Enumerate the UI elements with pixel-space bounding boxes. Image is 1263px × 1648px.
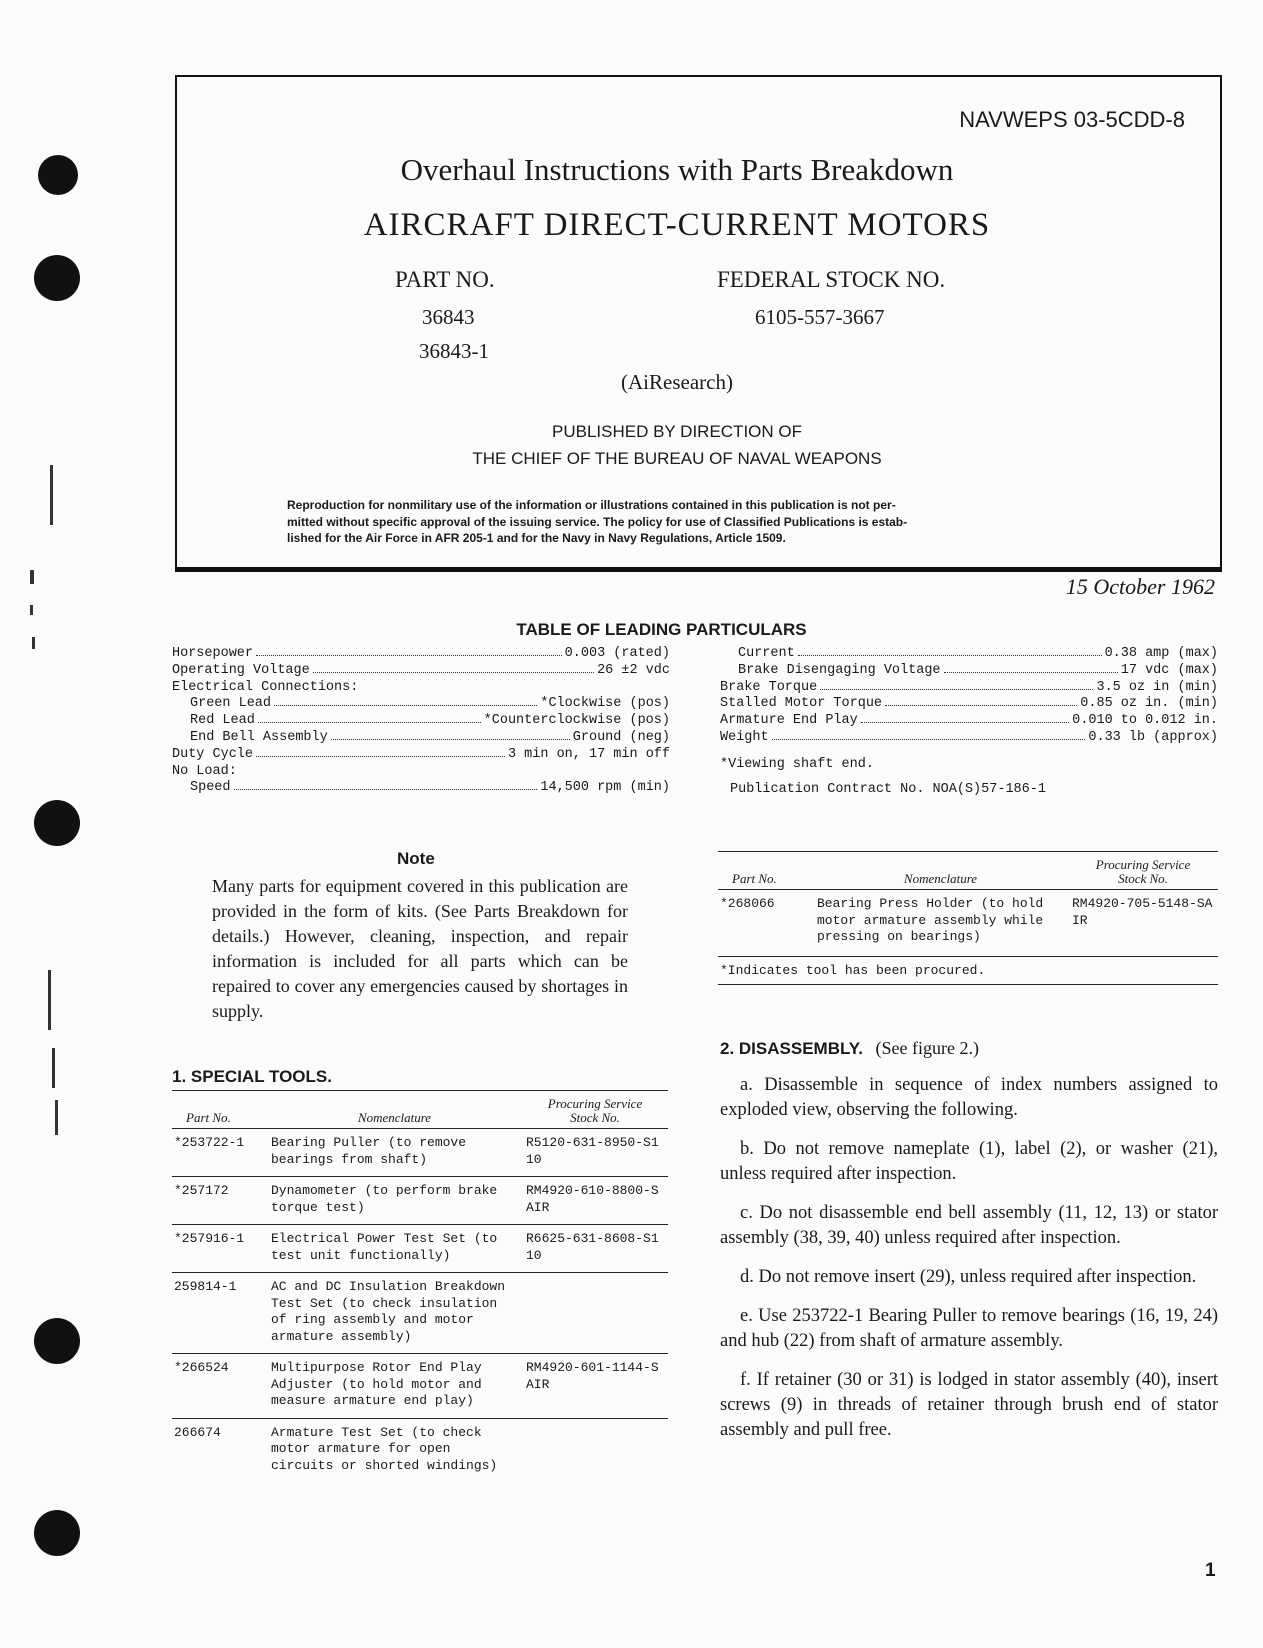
cell-nom: Dynamometer (to perform brake torque test) xyxy=(267,1177,522,1225)
particular-row xyxy=(172,713,670,730)
cell-nom: Bearing Press Holder (to hold motor armature assembly while pressing on bearings) xyxy=(817,896,1044,944)
col-stock-no: Procuring Service Stock No. xyxy=(1095,857,1191,886)
particular-value: 0.38 amp (max) xyxy=(1104,646,1218,661)
particular-label: No Load: xyxy=(172,763,237,779)
special-tools-heading: 1. SPECIAL TOOLS. xyxy=(172,1067,332,1086)
disassembly-heading: 2. DISASSEMBLY. (See figure 2.) xyxy=(720,1038,979,1058)
particular-value: 3.5 oz in (min) xyxy=(1096,679,1218,695)
particular-label: Duty Cycle xyxy=(172,746,254,762)
particular-row xyxy=(720,646,1218,663)
cell-stock: RM4920-610-8800-SAIR xyxy=(522,1177,668,1225)
col-part-no: Part No. xyxy=(732,871,777,886)
cell-stock xyxy=(522,1418,668,1482)
margin-mark xyxy=(55,1100,58,1135)
cover-box xyxy=(175,75,1222,572)
particular-label: Brake Torque xyxy=(720,679,818,695)
cell-nom: Electrical Power Test Set (to test unit functionally) xyxy=(267,1225,522,1273)
particular-label: Armature End Play xyxy=(720,713,858,729)
tools-right-table-wrap xyxy=(718,851,1218,985)
particular-value: Ground (neg) xyxy=(572,729,670,745)
margin-mark xyxy=(50,465,53,525)
binder-hole xyxy=(38,155,78,195)
publication-date: 15 October 1962 xyxy=(1065,574,1215,599)
particular-value: 0.33 lb (approx) xyxy=(1088,729,1218,745)
cell-nom: Bearing Puller (to remove bearings from shaft) xyxy=(271,1135,467,1167)
particular-value: 14,500 rpm (min) xyxy=(540,780,670,796)
particular-label: Stalled Motor Torque xyxy=(720,696,883,712)
particular-label: Red Lead xyxy=(190,713,255,729)
table-row xyxy=(172,1273,668,1354)
cell-part: *268066 xyxy=(720,896,775,911)
tools-footnote: *Indicates tool has been procured. xyxy=(720,962,986,978)
manufacturer: (AiResearch) xyxy=(621,370,733,394)
disassembly-step: a. Disassemble in sequence of index numbers assigned to exploded view, observing the following. xyxy=(720,1075,1218,1120)
cell-stock xyxy=(522,1273,668,1354)
particular-label: Weight xyxy=(720,729,769,745)
table-row xyxy=(172,1177,668,1225)
cell-nom: Multipurpose Rotor End Play Adjuster (to hold motor and measure armature end play) xyxy=(267,1354,522,1419)
published-by: PUBLISHED BY DIRECTION OF xyxy=(551,422,802,441)
disassembly-step: f. If retainer (30 or 31) is lodged in stator assembly (40), insert screws (9) in threads of retainer through brush end of stator assembly and pull free. xyxy=(720,1370,1218,1440)
part-number: 36843 xyxy=(422,305,475,329)
particular-row xyxy=(172,747,670,764)
cell-stock: R5120-631-8950-S110 xyxy=(526,1135,659,1167)
col-nomenclature: Nomenclature xyxy=(357,1110,432,1125)
particular-label: Brake Disengaging Voltage xyxy=(738,662,941,678)
cell-nom: AC and DC Insulation Breakdown Test Set (to check insulation of ring assembly and motor armature assembly) xyxy=(267,1273,522,1354)
particulars-left xyxy=(172,646,670,797)
particular-value: 26 ±2 vdc xyxy=(597,662,670,678)
particular-value: *Clockwise (pos) xyxy=(540,696,670,712)
reproduction-notice: Reproduction for nonmilitary use of the information or illustrations contained in this publication is not per- mitted without specific approval of the issuing service. The policy for use of Classified Publications is estab- lished for the Air Force in AFR 205-1 and for the Navy in Navy Regulations, Article 1509. xyxy=(287,498,908,545)
particular-value: 0.003 (rated) xyxy=(564,646,670,661)
published-by-authority: THE CHIEF OF THE BUREAU OF NAVAL WEAPONS xyxy=(472,449,882,468)
document-subject: AIRCRAFT DIRECT-CURRENT MOTORS xyxy=(363,207,991,243)
particular-row xyxy=(720,713,1218,730)
particular-row xyxy=(172,764,670,781)
special-tools-table-wrap xyxy=(172,1090,668,1482)
margin-mark xyxy=(52,1048,55,1088)
part-number: 36843-1 xyxy=(419,339,489,363)
disassembly-step: d. Do not remove insert (29), unless required after inspection. xyxy=(740,1267,1197,1287)
particular-label: End Bell Assembly xyxy=(190,729,328,745)
cell-part: *257916-1 xyxy=(172,1225,267,1273)
particular-row xyxy=(720,730,1218,747)
cell-part: *257172 xyxy=(172,1177,267,1225)
col-part-no: Part No. xyxy=(186,1110,231,1125)
particular-label: Green Lead xyxy=(190,696,272,712)
binder-hole xyxy=(34,800,80,846)
stock-number: 6105-557-3667 xyxy=(755,305,885,329)
table-row xyxy=(172,1225,668,1273)
particular-label: Speed xyxy=(190,780,231,796)
margin-mark xyxy=(30,570,34,584)
particulars-right xyxy=(720,646,1218,747)
note-text: Many parts for equipment covered in this publication are provided in the form of kits. (See Parts Breakdown for details.) However, cleaning, inspection, and repair information is included for all parts which can be repaired to cover any emergencies caused by shortages in supply. xyxy=(212,876,628,1021)
margin-mark xyxy=(30,605,33,615)
table-row xyxy=(172,1129,668,1177)
table-row xyxy=(172,1418,668,1482)
particular-value: 3 min on, 17 min off xyxy=(507,746,670,762)
particular-row xyxy=(172,646,670,663)
binder-hole xyxy=(34,1510,80,1556)
col-nomenclature: Nomenclature xyxy=(903,871,978,886)
particulars-footnote: *Viewing shaft end. xyxy=(720,757,874,772)
margin-mark xyxy=(48,970,51,1030)
col-stock-no: Procuring Service Stock No. xyxy=(547,1096,643,1125)
particular-row xyxy=(172,780,670,797)
cell-part: 266674 xyxy=(172,1418,267,1482)
particulars-title: TABLE OF LEADING PARTICULARS xyxy=(516,620,807,639)
note-heading: Note xyxy=(397,849,435,868)
particular-row xyxy=(172,663,670,680)
particular-row xyxy=(172,696,670,713)
particular-row xyxy=(720,663,1218,680)
page-number: 1 xyxy=(1205,1560,1216,1581)
publication-contract: Publication Contract No. NOA(S)57-186-1 xyxy=(730,782,1046,797)
disassembly-step: b. Do not remove nameplate (1), label (2), or washer (21), unless required after inspection. xyxy=(720,1139,1218,1184)
particular-label: Horsepower xyxy=(172,646,254,661)
binder-hole xyxy=(34,1318,80,1364)
particular-row xyxy=(172,680,670,697)
table-row xyxy=(172,1354,668,1419)
binder-hole xyxy=(34,255,80,301)
particular-label: Operating Voltage xyxy=(172,662,310,678)
table-row xyxy=(718,890,1218,954)
part-no-label: PART NO. xyxy=(395,267,495,292)
document-number: NAVWEPS 03-5CDD-8 xyxy=(959,107,1185,132)
special-tools-table xyxy=(172,1090,668,1482)
cell-part: 259814-1 xyxy=(172,1273,267,1354)
particular-value: 0.010 to 0.012 in. xyxy=(1072,713,1218,729)
particular-row xyxy=(720,680,1218,697)
cell-stock: R6625-631-8608-S110 xyxy=(522,1225,668,1273)
tools-right-table xyxy=(718,851,1218,954)
cell-part: *266524 xyxy=(172,1354,267,1419)
cell-stock: RM4920-705-5148-SAIR xyxy=(1072,896,1213,928)
disassembly-steps xyxy=(720,1073,1218,1457)
disassembly-step: e. Use 253722-1 Bearing Puller to remove bearings (16, 19, 24) and hub (22) from shaft of armature assembly. xyxy=(720,1306,1218,1351)
cell-stock: RM4920-601-1144-SAIR xyxy=(522,1354,668,1419)
particular-row xyxy=(720,696,1218,713)
particular-value: *Counterclockwise (pos) xyxy=(483,713,670,729)
cell-nom: Armature Test Set (to check motor armature for open circuits or shorted windings) xyxy=(267,1418,522,1482)
disassembly-step: c. Do not disassemble end bell assembly (11, 12, 13) or stator assembly (38, 39, 40) unless required after inspection. xyxy=(720,1203,1218,1248)
particular-label: Electrical Connections: xyxy=(172,679,359,695)
stock-no-label: FEDERAL STOCK NO. xyxy=(717,267,946,292)
document-title: Overhaul Instructions with Parts Breakdown xyxy=(400,152,954,187)
particular-value: 17 vdc (max) xyxy=(1120,662,1218,678)
particular-value: 0.85 oz in. (min) xyxy=(1080,696,1218,712)
cell-part: *253722-1 xyxy=(174,1135,245,1150)
particular-row xyxy=(172,730,670,747)
particular-label: Current xyxy=(738,646,795,661)
